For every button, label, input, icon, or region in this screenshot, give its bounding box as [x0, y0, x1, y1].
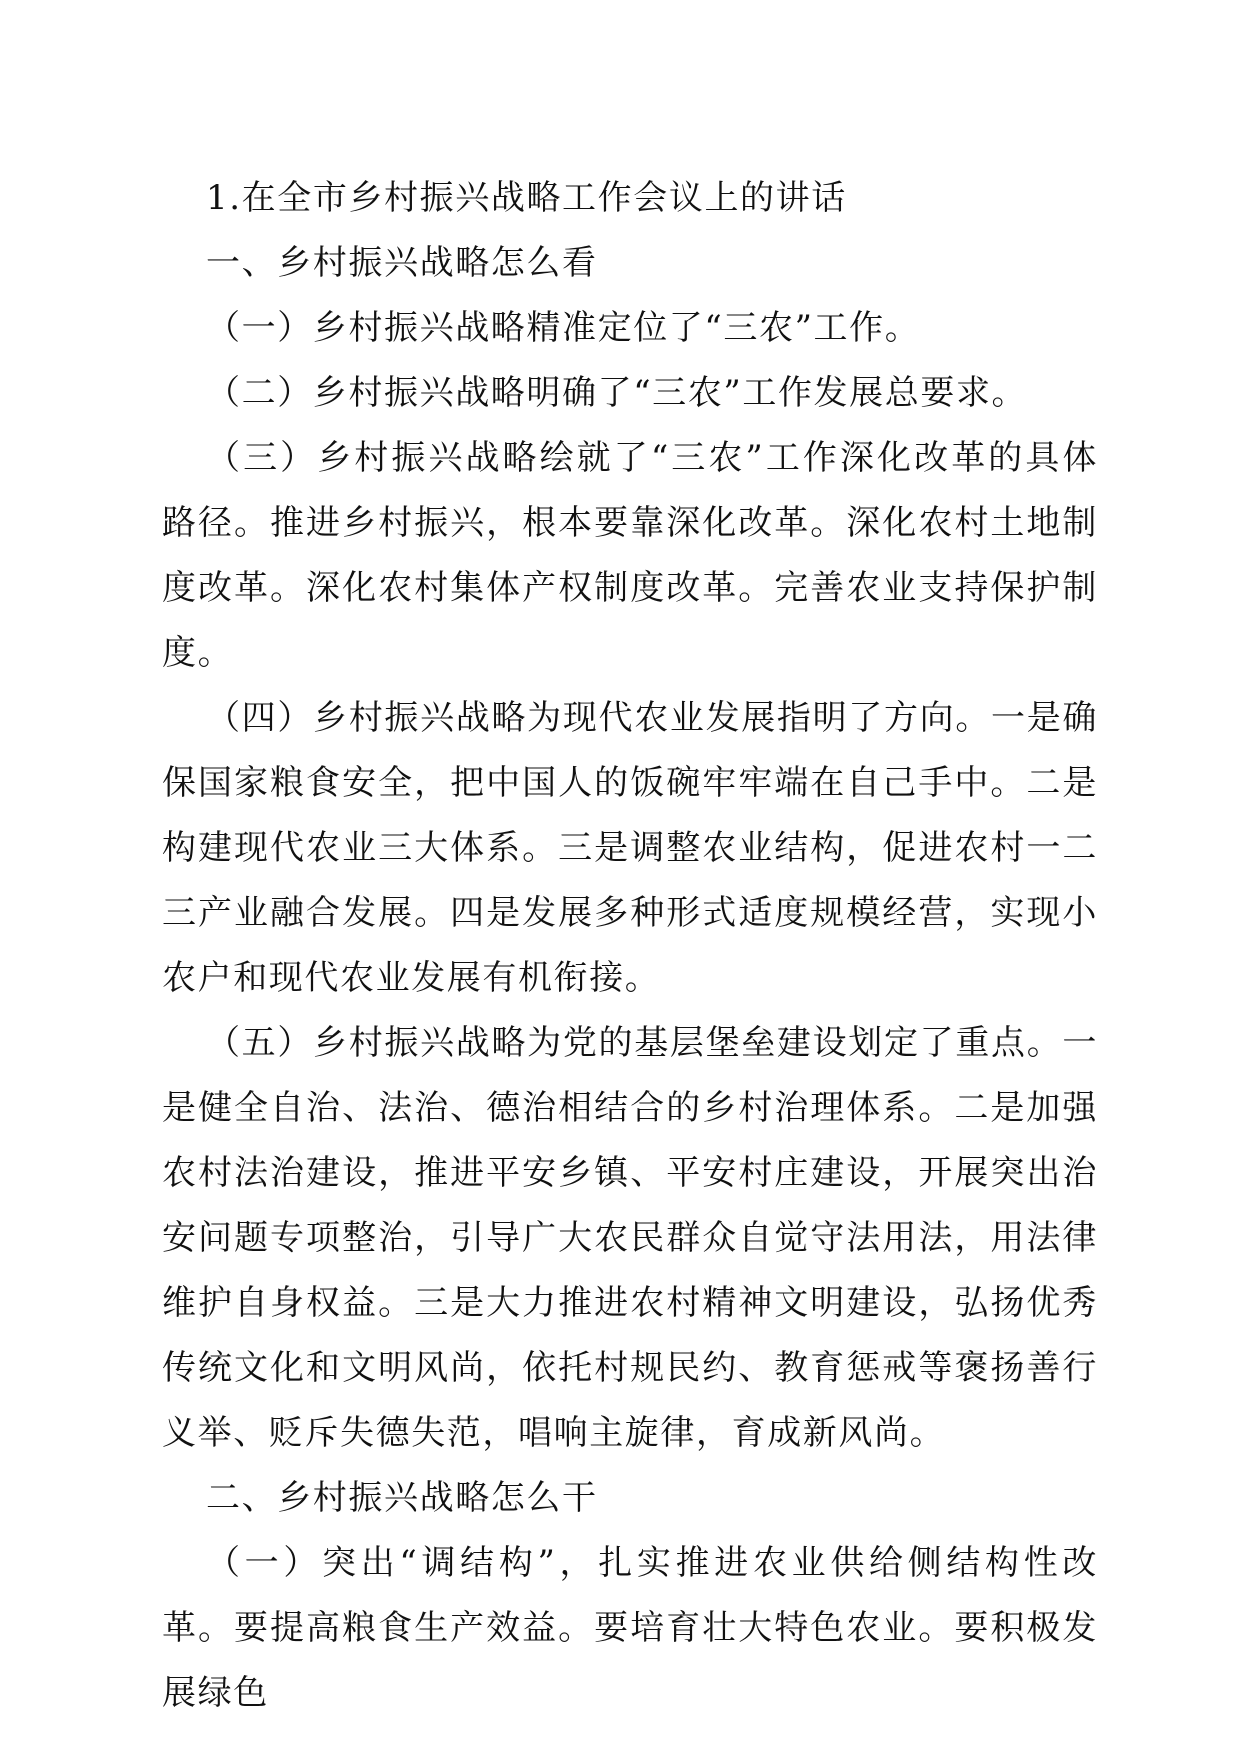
document-body [162, 166, 1098, 1726]
paragraph-1-4: （四）乡村振兴战略为现代农业发展指明了方向。一是确保国家粮食安全，把中国人的饭碗牢牢端在自己手中。二是构建现代农业三大体系。三是调整农业结构，促进农村一二三产业融合发展。四是发展多种形式适度规模经营，实现小农户和现代农业发展有机衔接。 [162, 698, 1098, 998]
paragraph-1-5: （五）乡村振兴战略为党的基层堡垒建设划定了重点。一是健全自治、法治、德治相结合的乡村治理体系。二是加强农村法治建设，推进平安乡镇、平安村庄建设，开展突出治安问题专项整治，引导广大农民群众自觉守法用法，用法律维护自身权益。三是大力推进农村精神文明建设，弘扬优秀传统文化和文明风尚，依托村规民约、教育惩戒等褒扬善行义举、贬斥失德失范，唱响主旋律，育成新风尚。 [162, 1023, 1098, 1453]
paragraph-1-3: （三）乡村振兴战略绘就了“三农”工作深化改革的具体路径。推进乡村振兴，根本要靠深化改革。深化农村土地制度改革。深化农村集体产权制度改革。完善农业支持保护制度。 [162, 438, 1098, 673]
paragraph-1-1: （一）乡村振兴战略精准定位了“三农”工作。 [206, 308, 921, 348]
paragraph-2-1: （一）突出“调结构”，扎实推进农业供给侧结构性改革。要提高粮食生产效益。要培育壮大特色农业。要积极发展绿色 [162, 1543, 1098, 1713]
paragraph-1-2: （二）乡村振兴战略明确了“三农”工作发展总要求。 [206, 373, 1028, 413]
section-heading-2: 二、乡村振兴战略怎么干 [206, 1478, 598, 1518]
document-title: 1.在全市乡村振兴战略工作会议上的讲话 [206, 178, 847, 218]
section-heading-1: 一、乡村振兴战略怎么看 [206, 243, 598, 283]
